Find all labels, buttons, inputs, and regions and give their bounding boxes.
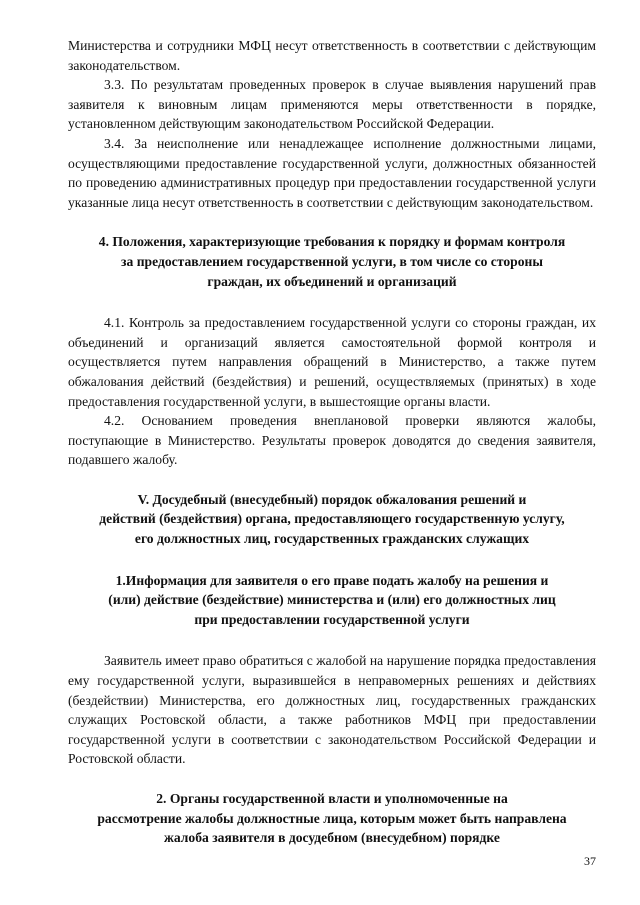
subsection-2-heading-line-2: рассмотрение жалобы должностные лица, которым может быть направлена xyxy=(97,810,567,826)
section-v-heading-line-1: V. Досудебный (внесудебный) порядок обжалования решений и xyxy=(137,491,527,507)
subsection-2-heading-line-1: 2. Органы государственной власти и уполномоченные на xyxy=(156,791,508,806)
section-4-heading xyxy=(68,232,596,291)
subsection-1-heading-line-2: (или) действие (бездействие) министерства и (или) его должностных лиц xyxy=(108,592,556,608)
paragraph-continuation: Министерства и сотрудники МФЦ несут ответственность в соответствии с действующим законодательством. xyxy=(68,38,596,73)
paragraph-3-4: 3.4. За неисполнение или ненадлежащее исполнение должностными лицами, осуществляющими предоставление государственной услуги, должностных обязанностей по проведению административных процедур при предоставлении государственной услуги указанные лица несут ответственность в соответствии с действующим законодательством. xyxy=(68,135,596,210)
paragraph-4-2: 4.2. Основанием проведения внеплановой проверки являются жалобы, поступающие в Министерство. Результаты проверок доводятся до сведения заявителя, подавшего жалобу. xyxy=(68,413,596,468)
section-4-heading-line-2: за предоставлением государственной услуги, в том числе со стороны xyxy=(121,253,543,269)
section-v-heading-line-3: его должностных лиц, государственных гражданских служащих xyxy=(134,531,530,547)
subsection-2-heading xyxy=(68,789,596,848)
paragraph-3-3: 3.3. По результатам проведенных проверок в случае выявления нарушений прав заявителя к виновным лицам применяются меры ответственности в порядке, установленном действующим законодательством Российской Федерации. xyxy=(68,77,596,132)
section-4-heading-line-1: 4. Положения, характеризующие требования к порядку и формам контроля xyxy=(98,234,566,250)
subsection-1-heading xyxy=(68,571,596,630)
document-page xyxy=(68,36,596,848)
page-number: 37 xyxy=(584,854,596,868)
section-v-heading-line-2: действий (бездействия) органа, предоставляющего государственную услугу, xyxy=(99,511,565,527)
paragraph-4-1: 4.1. Контроль за предоставлением государственной услуги со стороны граждан, их объединений и организаций является самостоятельной формой контроля и осуществляется путем направления обращений в Министерство, а также путем обжалования действий (бездействия) и решений, осуществляемых (принятых) в ходе предоставления государственной услуги, в вышестоящие органы власти. xyxy=(68,315,596,409)
section-4-heading-line-3: граждан, их объединений и организаций xyxy=(207,273,457,289)
subsection-2-heading-line-3: жалоба заявителя в досудебном (внесудебном) порядке xyxy=(164,830,500,846)
subsection-1-heading-line-1: 1.Информация для заявителя о его праве подать жалобу на решения и xyxy=(115,572,549,588)
paragraph-right-to-complain: Заявитель имеет право обратиться с жалобой на нарушение порядка предоставления ему государственной услуги, выразившейся в неправомерных решениях и действиях (бездействии) Министерства, его должностных лиц, государственных гражданских служащих Ростовской области, а также работников МФЦ при предоставлении государственной услуги в соответствии с законодательством Российской Федерации и Ростовской области. xyxy=(68,653,596,767)
subsection-1-heading-line-3: при предоставлении государственной услуги xyxy=(194,611,470,627)
section-v-heading xyxy=(68,490,596,549)
